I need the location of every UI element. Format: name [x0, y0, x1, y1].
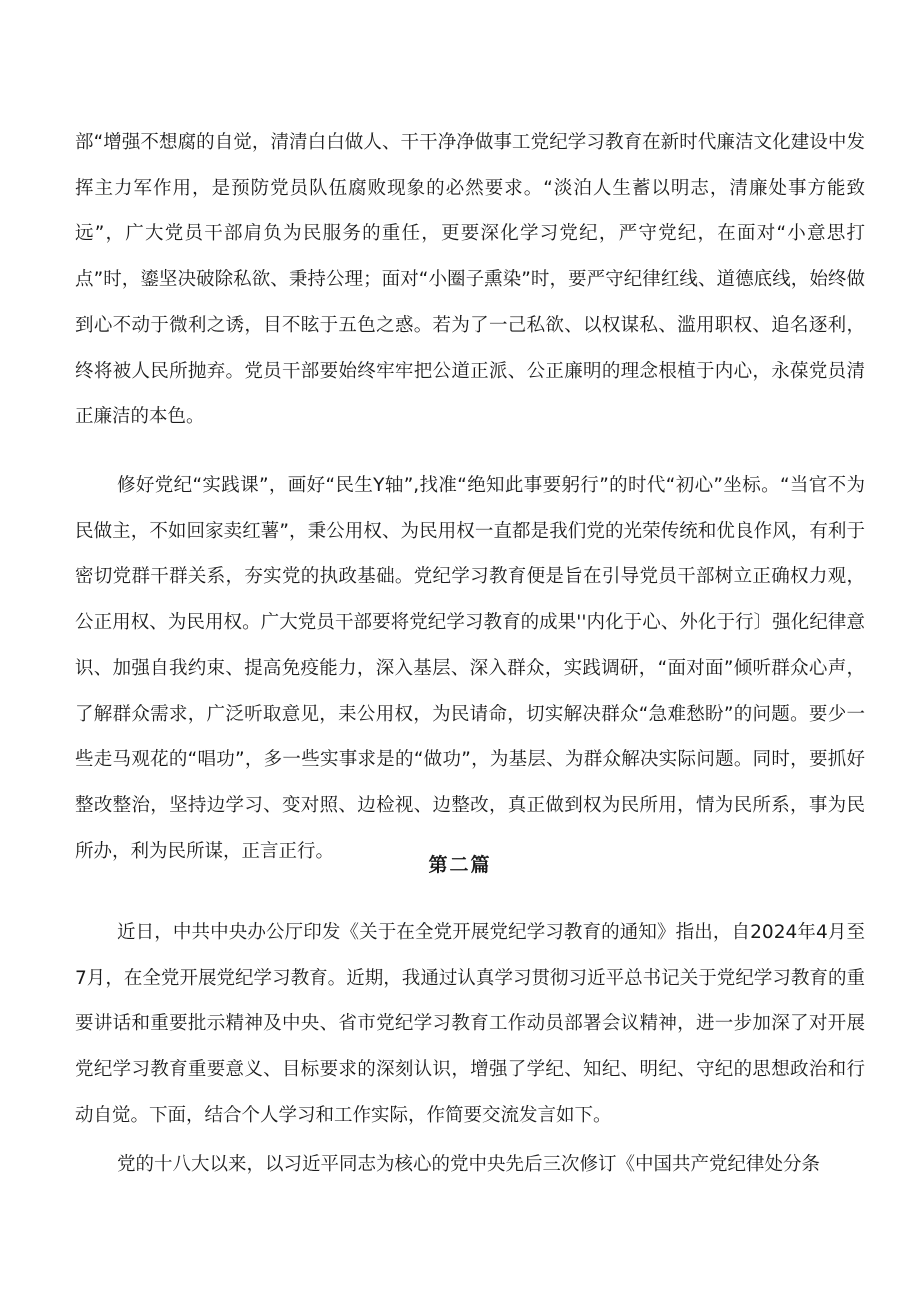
- paragraph-intro: 近日，中共中央办公厅印发《关于在全党开展党纪学习教育的通知》指出，自2024年4月至7月，在全党开展党纪学习教育。近期，我通过认真学习贯彻习近平总书记关于党纪学习教育的重要讲话和重要批示精神及中央、省市党纪学习教育工作动员部署会议精神，进一步加深了对开展党纪学习教育重要意义、目标要求的深刻认识，增强了学纪、知纪、明纪、守纪的思想政治和行动自觉。下面，结合个人学习和工作实际，作简要交流发言如下。: [75, 922, 865, 1126]
- section-heading: 第二篇: [428, 854, 492, 876]
- paragraph-continuation: 部“增强不想腐的自觉，清清白白做人、干干净净做事工党纪学习教育在新时代廉洁文化建设中发挥主力军作用，是预防党员队伍腐败现象的必然要求。“淡泊人生蓄以明志，清廉处事方能致远”，广大党员干部肩负为民服务的重任，更要深化学习党纪，严守党纪，在面对“小意思打点”时，鎏坚决破除私欲、秉持公理；面对“小圈子熏染”时，要严守纪律红线、道德底线，始终做到心不动于微利之诱，目不眩于五色之惑。若为了一己私欲、以权谋私、滥用职权、追名逐利，终将被人民所抛弃。党员干部要始终牢牢把公道正派、公正廉明的理念根植于内心，永葆党员清正廉洁的本色。: [75, 132, 865, 428]
- paragraph-history: 党的十八大以来，以习近平同志为核心的党中央先后三次修订《中国共产党纪律处分条: [117, 1154, 821, 1175]
- paragraph-practice: 修好党纪“实践课”，画好“民生Y轴”,找准“绝知此事要躬行”的时代“初心”坐标。“当官不为民做主，不如回家卖红薯”，秉公用权、为民用权一直都是我们党的光荣传统和优良作风，有利于密切党群干群关系，夯实党的执政基础。党纪学习教育便是旨在引导党员干部树立正确权力观，公正用权、为民用权。广大党员干部要将党纪学习教育的成果''内化于心、外化于行〕强化纪律意识、加强自我约束、提高免疫能力，深入基层、深入群众，实践调研，“面对面”倾听群众心声，了解群众需求，广泛听取意见，耒公用权，为民请命，切实解决群众“急难愁盼”的问题。要少一些走马观花的“唱功”，多一些实事求是的“做功”，为基层、为群众解决实际问题。同时，要抓好整改整治，坚持边学习、变对照、边检视、边整改，真正做到权为民所用，情为民所系，事为民所办，利为民所谋，正言正行。: [75, 475, 865, 862]
